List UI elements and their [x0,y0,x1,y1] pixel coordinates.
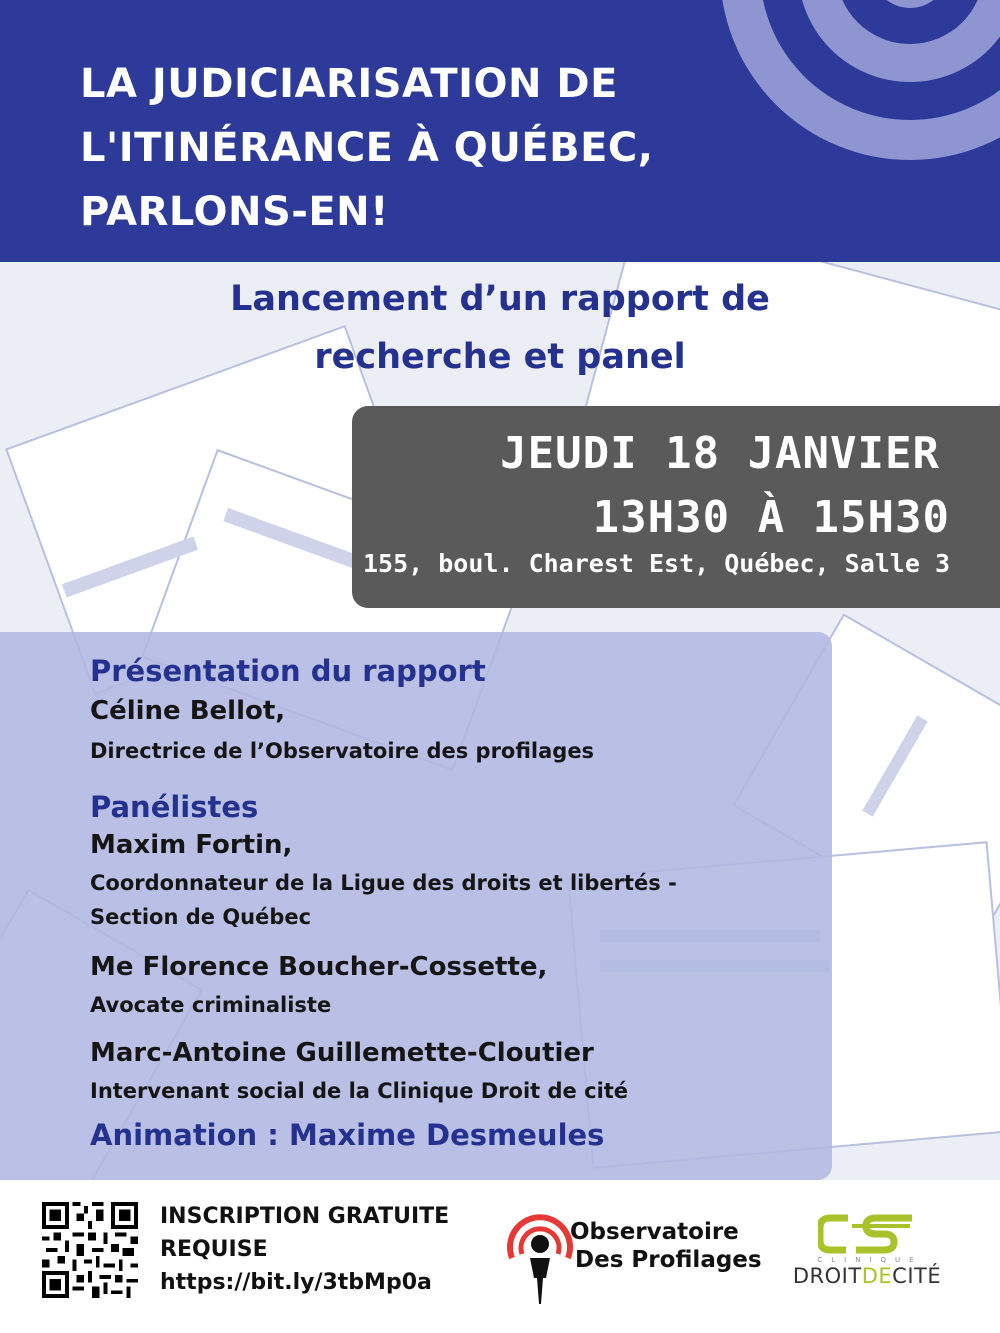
presenter-role: Directrice de l’Observatoire des profilages [90,739,595,763]
observatoire-name [570,1218,762,1274]
panelists-heading: Panélistes [90,790,259,824]
footer [0,1180,1000,1333]
cdc-part: DE [861,1264,893,1288]
registration-info [160,1200,449,1299]
cdc-part: CITÉ [892,1264,942,1288]
animation-line: Animation : Maxime Desmeules [90,1118,605,1152]
concentric-rings-icon [710,0,1000,230]
presenter-name: Céline Bellot, [90,696,286,726]
registration-link[interactable]: https://bit.ly/3tbMp0a [160,1270,432,1295]
event-date: JEUDI 18 JANVIER [500,428,940,479]
panelist-role: Intervenant social de la Clinique Droit de cité [90,1079,629,1103]
event-time: 13H30 À 15H30 [592,492,950,543]
registration-line: REQUISE [160,1237,268,1262]
panelist-role: Avocate criminaliste [90,993,332,1017]
event-address: 155, boul. Charest Est, Québec, Salle 3 [363,549,950,578]
cdc-name [792,1264,942,1288]
cdc-small-label: CLINIQUE [817,1256,923,1264]
title-line: PARLONS-EN! [80,189,389,235]
observatoire-logo-icon [500,1206,580,1306]
presentation-heading: Présentation du rapport [90,654,486,688]
title-line: L'ITINÉRANCE À QUÉBEC, [80,125,654,171]
subtitle-line: recherche et panel [314,337,686,377]
panelist-role: Section de Québec [90,905,312,929]
subtitle-line: Lancement d’un rapport de [230,279,770,319]
panelist-name: Maxim Fortin, [90,830,293,860]
observatoire-line: Des Profilages [575,1247,762,1273]
panelist-name: Me Florence Boucher-Cossette, [90,952,548,982]
subtitle [0,270,1000,386]
cdc-part: DROIT [792,1264,862,1288]
panelist-role: Coordonnateur de la Ligue des droits et libertés - [90,871,677,895]
registration-line: INSCRIPTION GRATUITE [160,1204,450,1229]
event-datetime-box [352,406,1000,608]
program-panel [0,632,832,1180]
header-banner [0,0,1000,262]
title-line: LA JUDICIARISATION DE [80,61,618,107]
page-title [80,52,653,244]
panelist-name: Marc-Antoine Guillemette-Cloutier [90,1038,594,1068]
observatoire-line: Observatoire [570,1219,739,1245]
droit-de-cite-logo-icon [818,1212,918,1256]
qr-code-icon[interactable] [42,1202,138,1298]
